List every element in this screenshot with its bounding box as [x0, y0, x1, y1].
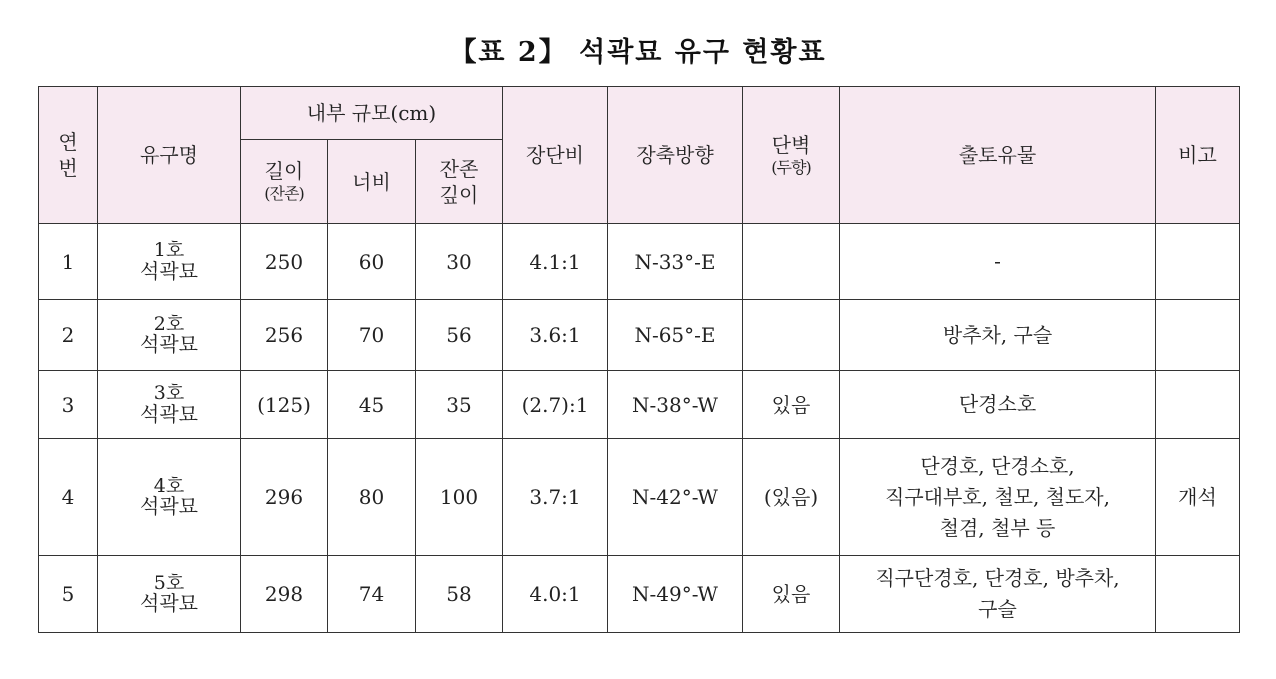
cell-finds [840, 439, 1156, 556]
finds-line: - [994, 249, 1001, 273]
cell-name-type: 석곽묘 [140, 494, 198, 519]
finds-line: 철겸, 철부 등 [939, 515, 1056, 540]
cell-ledge: (있음) [743, 439, 840, 556]
cell-ratio: 4.0:1 [503, 556, 608, 633]
cell-axis: N-65°-E [608, 300, 743, 371]
header-note: 비고 [1156, 87, 1240, 224]
finds-line: 단경소호 [958, 392, 1037, 416]
cell-no: 1 [39, 224, 98, 300]
cell-no: 4 [39, 439, 98, 556]
cell-note [1156, 224, 1240, 300]
cell-width: 74 [328, 556, 416, 633]
cell-depth: 56 [416, 300, 503, 371]
cell-finds [840, 300, 1156, 371]
cell-name [98, 300, 241, 371]
cell-name-number: 5호 [153, 571, 185, 594]
cell-width: 45 [328, 371, 416, 439]
finds-line: 구슬 [978, 597, 1017, 621]
header-ratio: 장단비 [503, 87, 608, 224]
cell-depth: 58 [416, 556, 503, 633]
table-header [39, 87, 1240, 224]
cell-finds [840, 371, 1156, 439]
cell-name-number: 2호 [153, 312, 185, 335]
header-axis: 장축방향 [608, 87, 743, 224]
table-row [39, 371, 1240, 439]
header-depth: 잔존 깊이 [416, 140, 503, 224]
header-interior-size: 내부 규모(cm) [241, 87, 503, 140]
cell-ratio: 4.1:1 [503, 224, 608, 300]
table-row [39, 224, 1240, 300]
cell-finds [840, 556, 1156, 633]
cell-ratio: 3.7:1 [503, 439, 608, 556]
header-width: 너비 [328, 140, 416, 224]
cell-note [1156, 371, 1240, 439]
cell-name-number: 3호 [153, 382, 185, 405]
cell-note [1156, 300, 1240, 371]
finds-line: 직구대부호, 철모, 철도자, [885, 484, 1110, 509]
header-name: 유구명 [98, 87, 241, 224]
cell-ratio: 3.6:1 [503, 300, 608, 371]
header-ledge: 단벽 (두향) [743, 87, 840, 224]
cell-axis: N-33°-E [608, 224, 743, 300]
cell-axis: N-42°-W [608, 439, 743, 556]
cell-depth: 35 [416, 371, 503, 439]
table-body [39, 224, 1240, 633]
header-no: 연 번 [39, 87, 98, 224]
cell-name-type: 석곽묘 [140, 258, 198, 283]
cell-depth: 30 [416, 224, 503, 300]
cell-no: 5 [39, 556, 98, 633]
finds-line: 직구단경호, 단경호, 방추차, [875, 566, 1120, 590]
cell-length: (125) [241, 371, 328, 439]
header-length: 길이 (잔존) [241, 140, 328, 224]
cell-length: 256 [241, 300, 328, 371]
cell-width: 70 [328, 300, 416, 371]
cell-name-number: 4호 [153, 474, 185, 497]
cell-length: 296 [241, 439, 328, 556]
cell-axis: N-38°-W [608, 371, 743, 439]
cell-ledge: 있음 [743, 556, 840, 633]
cell-name [98, 556, 241, 633]
table-row [39, 300, 1240, 371]
cell-name [98, 224, 241, 300]
cell-name [98, 439, 241, 556]
cell-no: 2 [39, 300, 98, 371]
finds-line: 방추차, 구슬 [942, 322, 1053, 347]
cell-axis: N-49°-W [608, 556, 743, 633]
cell-name-type: 석곽묘 [140, 332, 198, 357]
table-row [39, 556, 1240, 633]
stone-tomb-table [38, 86, 1240, 633]
cell-no: 3 [39, 371, 98, 439]
cell-name-type: 석곽묘 [140, 591, 198, 616]
table-row [39, 439, 1240, 556]
cell-depth: 100 [416, 439, 503, 556]
cell-ratio: (2.7):1 [503, 371, 608, 439]
table-title: 【표 2】 석곽묘 유구 현황표 [449, 37, 827, 68]
cell-name-number: 1호 [153, 239, 185, 262]
cell-length: 250 [241, 224, 328, 300]
cell-name [98, 371, 241, 439]
finds-line: 단경호, 단경소호, [920, 453, 1075, 478]
cell-finds [840, 224, 1156, 300]
cell-ledge [743, 300, 840, 371]
cell-ledge [743, 224, 840, 300]
cell-width: 80 [328, 439, 416, 556]
cell-ledge: 있음 [743, 371, 840, 439]
cell-length: 298 [241, 556, 328, 633]
header-finds: 출토유물 [840, 87, 1156, 224]
cell-name-type: 석곽묘 [140, 401, 198, 426]
cell-note [1156, 556, 1240, 633]
cell-note: 개석 [1156, 439, 1240, 556]
cell-width: 60 [328, 224, 416, 300]
